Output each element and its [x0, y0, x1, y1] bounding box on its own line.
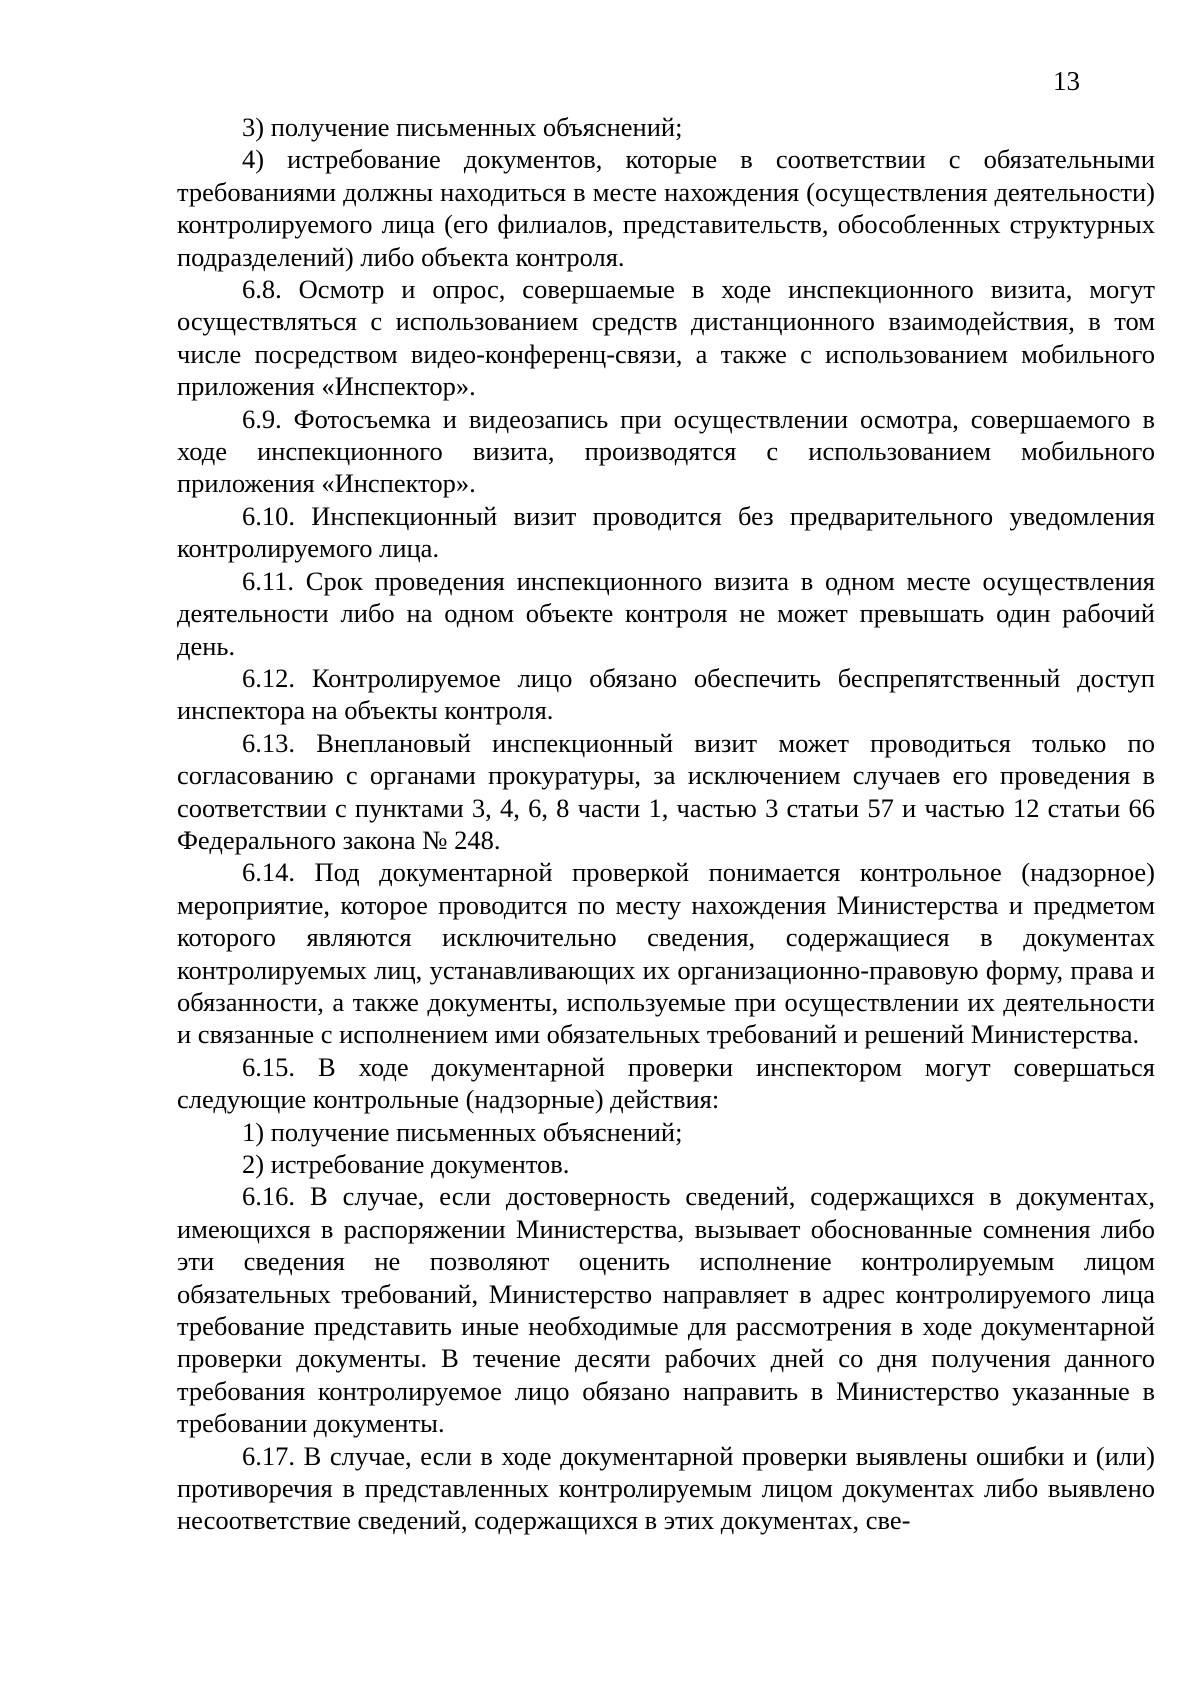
paragraph-item-3: 3) получение письменных объяснений;: [242, 112, 683, 142]
paragraph-6-10: 6.10. Инспекционный визит проводится без предварительного уведомления контролируемого лица.: [177, 500, 1155, 564]
paragraph-item-4: 4) истребование документов, которые в соответствии с обязательными требованиями должны находиться в месте нахождения (осуществления деятельности) контролируемого лица (его филиалов, представительств, обособленных структурных подразделений) либо объекта контроля.: [177, 144, 1155, 272]
paragraph-6-16: 6.16. В случае, если достоверность сведений, содержащихся в документах, имеющихся в распоряжении Министерства, вызывает обоснованные сомнения либо эти сведения не позволяют оценить исполнение контролируемым лицом обязательных требований, Министерство направляет в адрес контролируемого лица требование представить иные необходимые для рассмотрения в ходе документарной проверки документы. В течение десяти рабочих дней со дня получения данного требования контролируемое лицо обязано направить в Министерство указанные в требовании документы.: [177, 1181, 1155, 1439]
paragraph-6-15-item-2: 2) истребование документов.: [242, 1149, 570, 1179]
paragraph-6-15: 6.15. В ходе документарной проверки инспектором могут совершаться следующие контрольные (надзорные) действия:: [177, 1051, 1155, 1115]
document-body: [177, 111, 1155, 1537]
paragraph-6-11: 6.11. Срок проведения инспекционного визита в одном месте осуществления деятельности либо на одном объекте контроля не может превышать один рабочий день.: [177, 565, 1155, 661]
paragraph-6-12: 6.12. Контролируемое лицо обязано обеспечить беспрепятственный доступ инспектора на объекты контроля.: [177, 662, 1155, 726]
page-number: 13: [1053, 66, 1080, 96]
paragraph-6-15-item-1: 1) получение письменных объяснений;: [242, 1116, 683, 1147]
paragraph-6-9: 6.9. Фотосъемка и видеозапись при осуществлении осмотра, совершаемого в ходе инспекционного визита, производятся с использованием мобильного приложения «Инспектор».: [177, 403, 1155, 499]
paragraph-6-8: 6.8. Осмотр и опрос, совершаемые в ходе инспекционного визита, могут осуществляться с использованием средств дистанционного взаимодействия, в том числе посредством видео-конференц-связи, а также с использованием мобильного приложения «Инспектор».: [177, 274, 1155, 402]
paragraph-6-14: 6.14. Под документарной проверкой понимается контрольное (надзорное) мероприятие, которое проводится по месту нахождения Министерства и предметом которого являются исключительно сведения, содержащиеся в документах контролируемых лиц, устанавливающих их организационно-правовую форму, права и обязанности, а также документы, используемые при осуществлении их деятельности и связанные с исполнением ими обязательных требований и решений Министерства.: [177, 857, 1155, 1050]
paragraph-6-17: 6.17. В случае, если в ходе документарной проверки выявлены ошибки и (или) противоречия в представленных контролируемым лицом документах либо выявлено несоответствие сведений, содержащихся в этих документах, све-: [177, 1440, 1155, 1536]
paragraph-6-13: 6.13. Внеплановый инспекционный визит может проводиться только по согласованию с органами прокуратуры, за исключением случаев его проведения в соответствии с пунктами 3, 4, 6, 8 части 1, частью 3 статьи 57 и частью 12 статьи 66 Федерального закона № 248.: [177, 727, 1155, 855]
